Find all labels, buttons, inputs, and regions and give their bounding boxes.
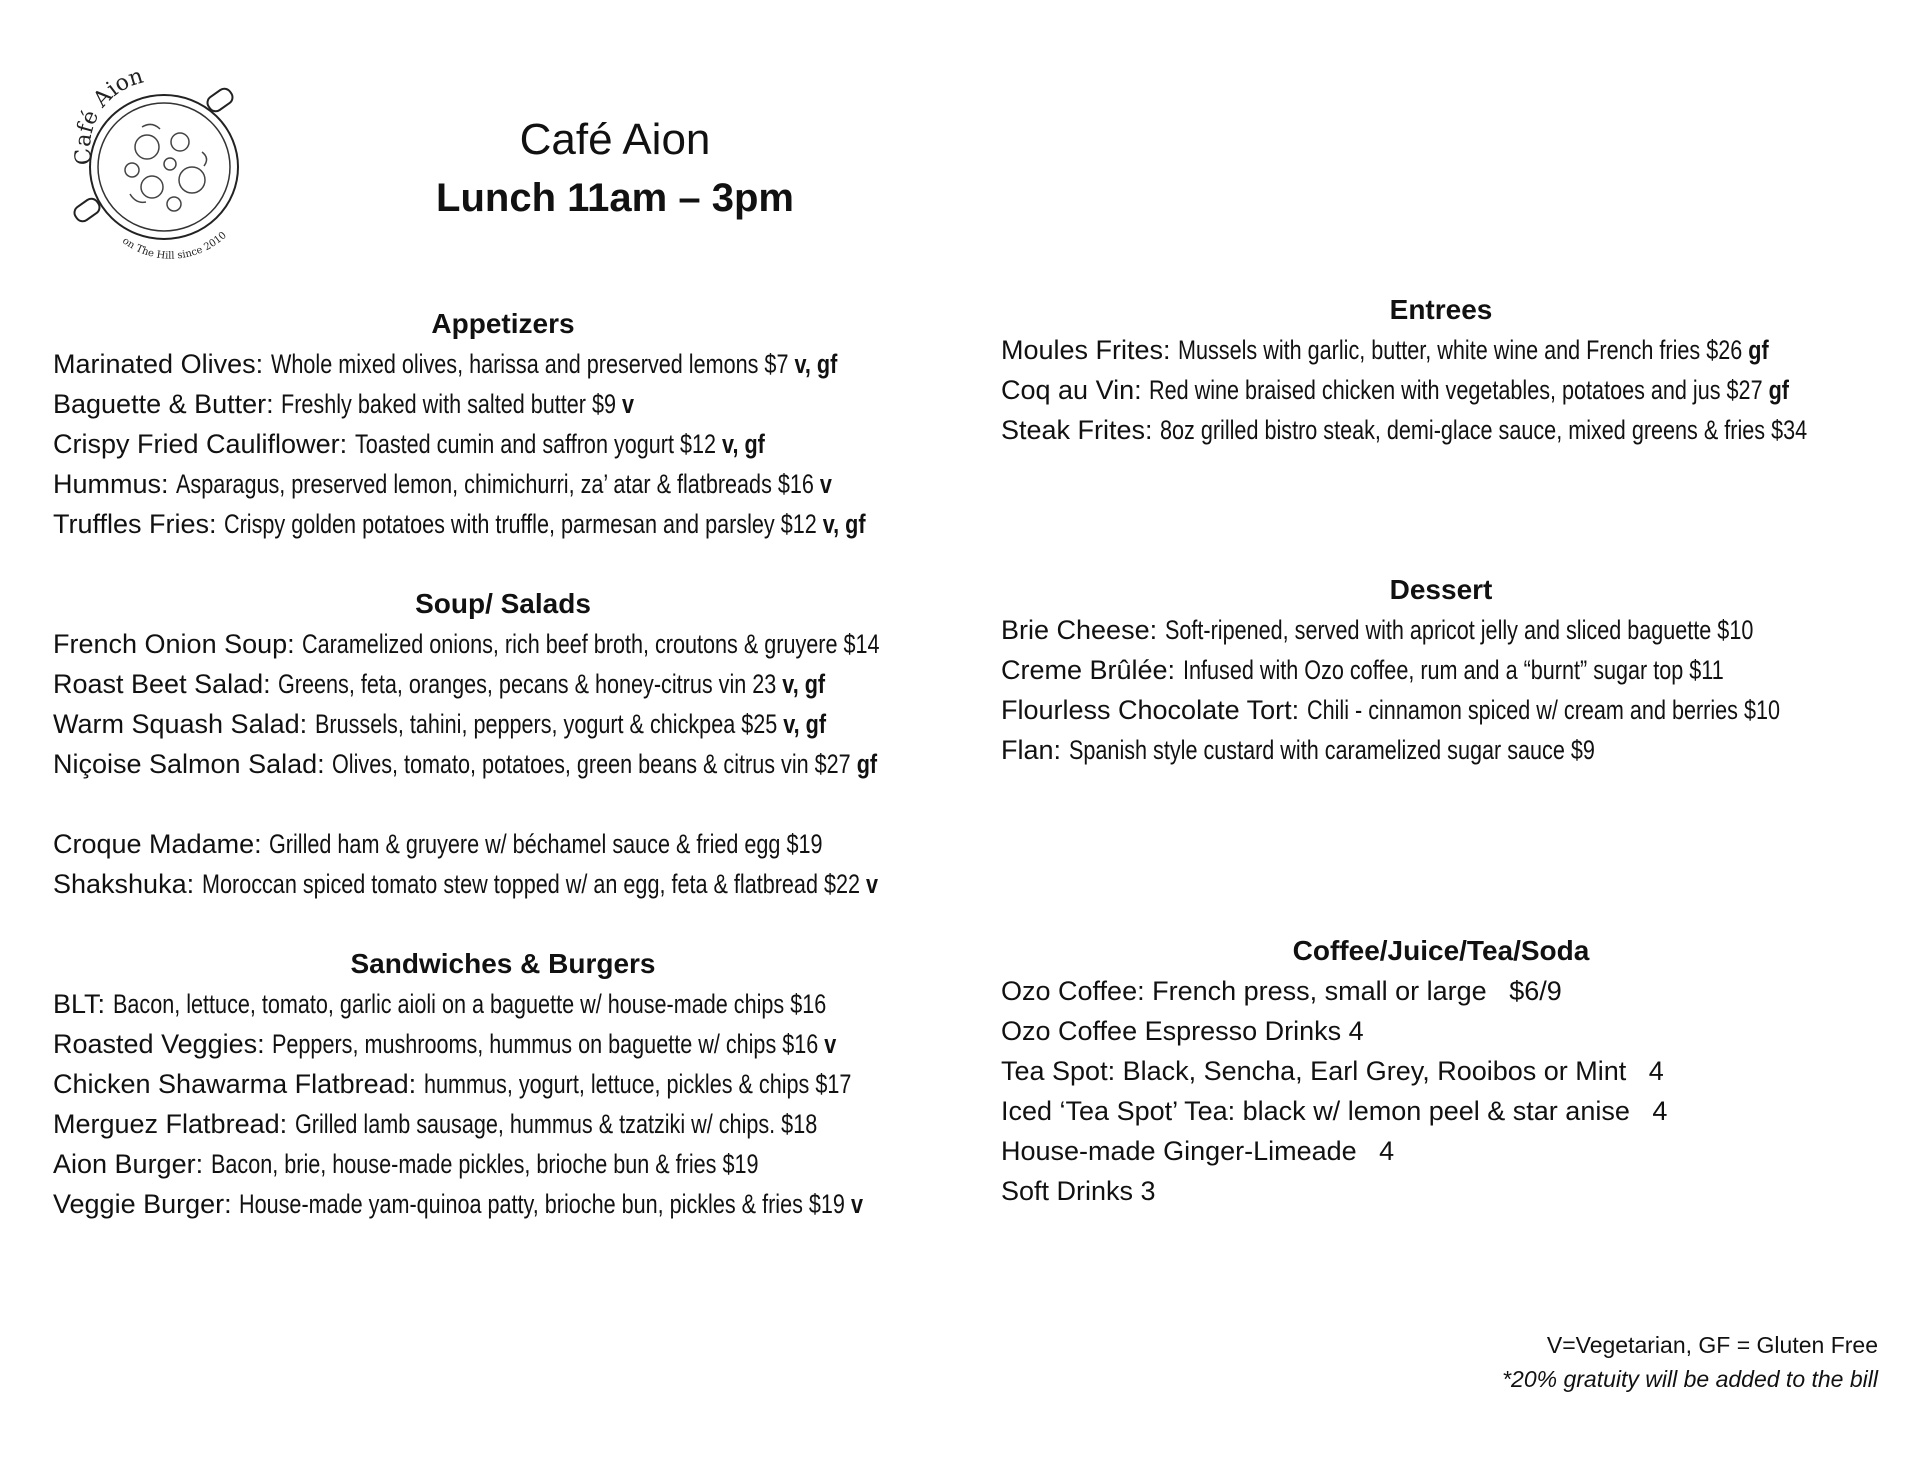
item-name: Marinated Olives: [53,349,264,379]
menu-item [53,624,953,664]
item-description: Peppers, mushrooms, hummus on baguette w/ chips $16 v [272,1029,837,1059]
mains-section [53,824,953,904]
drink-item: Ozo Coffee: French press, small or large $6/9 [1001,976,1562,1006]
menu-item [53,1184,953,1224]
menu-item [53,1144,953,1184]
diet-tag: gf [856,749,878,779]
diet-tag: v, gf [782,669,826,699]
menu-item [53,1024,953,1064]
item-name: Roast Beet Salad: [53,669,271,699]
menu-item [53,424,953,464]
menu-item [53,824,953,864]
menu-header [415,110,815,226]
menu-item [1001,370,1881,410]
restaurant-name: Café Aion [519,115,711,164]
diet-tag: v [851,1189,864,1219]
diet-tag: v, gf [721,429,765,459]
soups-section [53,584,953,784]
item-description: Asparagus, preserved lemon, chimichurri, za’ atar & flatbreads $16 v [176,469,832,499]
item-name: Crispy Fried Cauliflower: [53,429,348,459]
item-name: Moules Frites: [1001,335,1171,365]
menu-item [53,464,953,504]
sandwiches-section [53,944,953,1224]
item-name: Niçoise Salmon Salad: [53,749,325,779]
item-name: Hummus: [53,469,169,499]
menu-item [53,704,953,744]
item-description: Caramelized onions, rich beef broth, croutons & gruyere $14 [302,629,880,659]
item-description: Mussels with garlic, butter, white wine and French fries $26 gf [1178,335,1769,365]
drinks-section [1001,931,1881,1211]
diet-tag: v [865,869,878,899]
item-name: Steak Frites: [1001,415,1153,445]
menu-item [1001,330,1881,370]
menu-item [53,384,953,424]
menu-item [53,1064,953,1104]
menu-item [53,1104,953,1144]
diet-tag: gf [1768,375,1790,405]
item-description: Bacon, brie, house-made pickles, brioche bun & fries $19 [210,1149,759,1179]
menu-footer [1502,1328,1878,1396]
menu-item [1001,410,1881,450]
menu-item [53,504,953,544]
item-name: Warm Squash Salad: [53,709,308,739]
item-name: Roasted Veggies: [53,1029,265,1059]
item-description: Red wine braised chicken with vegetables, potatoes and jus $27 gf [1149,375,1790,405]
item-name: Flan: [1001,735,1062,765]
menu-item [1001,650,1881,690]
section-title: Appetizers [431,308,575,339]
item-description: Soft-ripened, served with apricot jelly and sliced baguette $10 [1164,615,1753,645]
item-name: BLT: [53,989,106,1019]
item-description: 8oz grilled bistro steak, demi-glace sauce, mixed greens & fries $34 [1160,415,1808,445]
svg-text:on The Hill since 2010: on The Hill since 2010 [120,230,229,262]
item-description: Crispy golden potatoes with truffle, parmesan and parsley $12 v, gf [224,509,866,539]
item-name: Veggie Burger: [53,1189,232,1219]
drink-item: Tea Spot: Black, Sencha, Earl Grey, Rooibos or Mint 4 [1001,1056,1664,1086]
drink-item: Ozo Coffee Espresso Drinks 4 [1001,1016,1364,1046]
diet-tag: gf [1748,335,1769,365]
item-description: Bacon, lettuce, tomato, garlic aioli on a baguette w/ house-made chips $16 [112,989,826,1019]
menu-item [1001,610,1881,650]
gratuity-note: *20% gratuity will be added to the bill [1502,1366,1878,1392]
menu-item [1001,690,1881,730]
drink-item: Soft Drinks 3 [1001,1176,1156,1206]
item-name: Truffles Fries: [53,509,217,539]
section-title: Dessert [1389,574,1493,605]
item-description: Grilled ham & gruyere w/ béchamel sauce & fried egg $19 [269,829,823,859]
item-description: Infused with Ozo coffee, rum and a “burnt” sugar top $11 [1182,655,1724,685]
item-name: Brie Cheese: [1001,615,1158,645]
item-description: Brussels, tahini, peppers, yogurt & chickpea $25 v, gf [314,709,826,739]
item-description: Grilled lamb sausage, hummus & tzatziki w/ chips. $18 [294,1109,817,1139]
section-title: Soup/ Salads [415,588,591,619]
item-name: Flourless Chocolate Tort: [1001,695,1300,725]
item-name: Shakshuka: [53,869,195,899]
diet-tag: v [819,469,832,499]
menu-item [53,984,953,1024]
item-name: Aion Burger: [53,1149,204,1179]
item-name: French Onion Soup: [53,629,295,659]
diet-legend: V=Vegetarian, GF = Gluten Free [1546,1332,1878,1358]
drink-item: Iced ‘Tea Spot’ Tea: black w/ lemon peel & star anise 4 [1001,1096,1668,1126]
logo-emblem-icon [52,52,264,272]
section-title: Entrees [1389,294,1493,325]
menu-item [53,864,953,904]
diet-tag: v, gf [782,709,826,739]
item-name: Coq au Vin: [1001,375,1142,405]
item-name: Chicken Shawarma Flatbread: [53,1069,417,1099]
dessert-section [1001,570,1881,770]
section-title: Coffee/Juice/Tea/Soda [1292,935,1590,966]
appetizers-section [53,304,953,544]
item-name: Baguette & Butter: [53,389,274,419]
entrees-section [1001,290,1881,450]
item-name: Croque Madame: [53,829,262,859]
item-name: Creme Brûlée: [1001,655,1176,685]
section-title: Sandwiches & Burgers [350,948,656,979]
item-description: Chili - cinnamon spiced w/ cream and berries $10 [1306,695,1780,725]
item-description: hummus, yogurt, lettuce, pickles & chips $17 [423,1069,852,1099]
item-description: House-made yam-quinoa patty, brioche bun, pickles & fries $19 v [239,1189,864,1219]
diet-tag: v, gf [822,509,866,539]
menu-item [53,344,953,384]
item-description: Olives, tomato, potatoes, green beans & citrus vin $27 gf [332,749,878,779]
svg-text:Café Aion: Café Aion [70,63,147,167]
diet-tag: v [824,1029,837,1059]
diet-tag: v [622,389,635,419]
diet-tag: v, gf [794,349,837,379]
item-description: Spanish style custard with caramelized sugar sauce $9 [1068,735,1595,765]
item-name: Merguez Flatbread: [53,1109,288,1139]
item-description: Moroccan spiced tomato stew topped w/ an egg, feta & flatbread $22 v [201,869,878,899]
item-description: Toasted cumin and saffron yogurt $12 v, gf [354,429,765,459]
item-description: Freshly baked with salted butter $9 v [281,389,635,419]
menu-hours: Lunch 11am – 3pm [436,176,794,220]
drink-item: House-made Ginger-Limeade 4 [1001,1136,1395,1166]
menu-item [1001,730,1881,770]
menu-item [53,664,953,704]
menu-item [53,744,953,784]
item-description: Greens, feta, oranges, pecans & honey-citrus vin 23 v, gf [278,669,826,699]
cafe-logo [52,52,264,272]
item-description: Whole mixed olives, harissa and preserved lemons $7 v, gf [270,349,837,379]
